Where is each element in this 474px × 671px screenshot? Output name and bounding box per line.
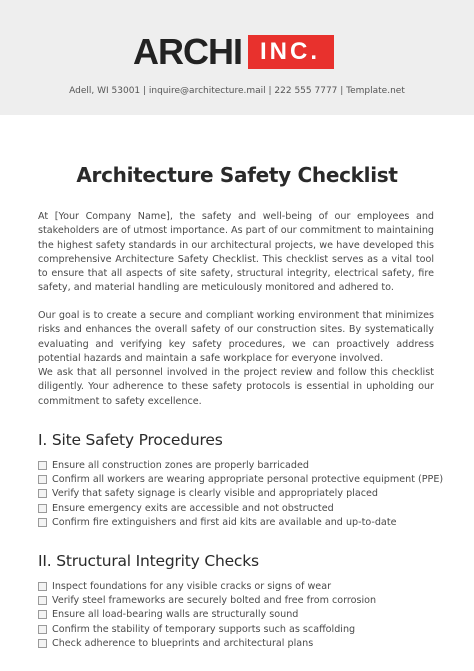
section-heading-site-safety: I. Site Safety Procedures (38, 431, 223, 449)
intro-paragraph: At [Your Company Name], the safety and well-being of our employees and stakeholders are of utmost importance. As part of our commitment to maintaining the highest safety standards in our architectural projects, we have developed this comprehensive Architecture Safety Checklist. This checklist serves as a vital tool to ensure that all aspects of site safety, structural integrity, electrical safety, fire safety, and material handling are meticulously monitored and adhered to. (38, 211, 434, 294)
goal-paragraphs (38, 309, 434, 409)
checklist-item-label: Verify steel frameworks are securely bolted and free from corrosion (52, 594, 377, 606)
checklist-item (38, 579, 376, 593)
checklist-item-label: Confirm the stability of temporary supports such as scaffolding (52, 623, 356, 635)
structural-integrity-checklist (38, 579, 376, 650)
checklist-item (38, 501, 443, 515)
checklist-item-label: Ensure all construction zones are properly barricaded (52, 459, 309, 471)
checklist-item (38, 458, 443, 472)
checklist-item-label: Check adherence to blueprints and architectural plans (52, 637, 314, 649)
checklist-item-label: Ensure emergency exits are accessible and not obstructed (52, 502, 334, 514)
section-heading-structural-integrity: II. Structural Integrity Checks (38, 552, 259, 570)
checkbox[interactable] (38, 639, 47, 648)
logo-wordmark: ARCHI (133, 31, 242, 72)
checklist-item-label: Confirm fire extinguishers and first aid kits are available and up-to-date (52, 516, 397, 528)
checklist-item (38, 515, 443, 529)
checkbox[interactable] (38, 504, 47, 513)
checklist-item (38, 636, 376, 650)
contact-line: Adell, WI 53001 | inquire@architecture.mail | 222 555 7777 | Template.net (69, 86, 405, 96)
site-safety-checklist (38, 458, 443, 529)
request-paragraph: We ask that all personnel involved in the project review and follow this checklist diligently. Your adherence to these safety protocols is essential in upholding our commitment to safety excellence. (38, 367, 434, 407)
checklist-item-label: Ensure all load-bearing walls are structurally sound (52, 609, 299, 621)
checkbox[interactable] (38, 518, 47, 527)
checklist-item-label: Verify that safety signage is clearly visible and appropriately placed (52, 488, 378, 500)
document-title: Architecture Safety Checklist (76, 163, 398, 187)
checkbox[interactable] (38, 489, 47, 498)
checkbox[interactable] (38, 625, 47, 634)
checklist-item-label: Inspect foundations for any visible cracks or signs of wear (52, 580, 332, 592)
checklist-item (38, 472, 443, 486)
checklist-item (38, 487, 443, 501)
checkbox[interactable] (38, 475, 47, 484)
checklist-item-label: Confirm all workers are wearing appropriate personal protective equipment (PPE) (52, 473, 444, 485)
checkbox[interactable] (38, 582, 47, 591)
checklist-item (38, 622, 376, 636)
checklist-item (38, 593, 376, 607)
checkbox[interactable] (38, 610, 47, 619)
checkbox[interactable] (38, 461, 47, 470)
letterhead (0, 0, 474, 115)
checklist-item (38, 608, 376, 622)
company-logo (133, 33, 334, 71)
logo-badge: INC. (248, 35, 334, 69)
goal-paragraph: Our goal is to create a secure and compliant working environment that minimizes risks and enhances the overall safety of our construction sites. By systematically evaluating and verifying key safety procedures, we can proactively address potential hazards and maintain a safe workplace for everyone involved. (38, 310, 434, 364)
checkbox[interactable] (38, 596, 47, 605)
